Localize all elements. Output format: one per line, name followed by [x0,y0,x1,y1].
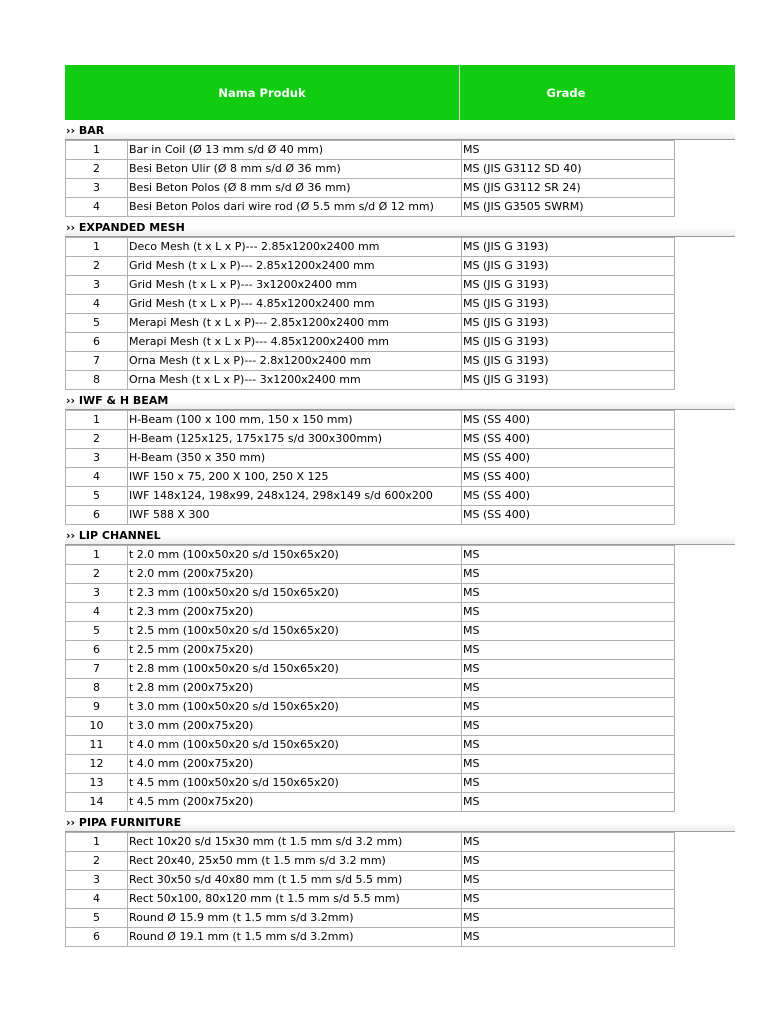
row-number: 6 [66,641,128,659]
table-row [65,332,675,351]
table-row [65,621,675,640]
row-number: 3 [66,449,128,467]
table-row [65,448,675,467]
table-row [65,735,675,754]
row-number: 3 [66,584,128,602]
product-grade: MS (JIS G3112 SD 40) [463,162,582,175]
row-number: 1 [66,833,128,851]
row-number: 3 [66,179,128,197]
table-row [65,716,675,735]
product-grade: MS [463,548,480,561]
product-name: Orna Mesh (t x L x P)--- 3x1200x2400 mm [128,371,462,389]
section-header: ›› EXPANDED MESH [65,218,735,236]
table-row [65,429,675,448]
product-name: Rect 20x40, 25x50 mm (t 1.5 mm s/d 3.2 mm) [128,852,462,870]
row-number: 1 [66,546,128,564]
table-row [65,678,675,697]
product-name: Round Ø 19.1 mm (t 1.5 mm s/d 3.2mm) [128,928,462,946]
product-name: t 4.5 mm (100x50x20 s/d 150x65x20) [128,774,462,792]
table-row [65,313,675,332]
row-number: 2 [66,565,128,583]
table-row [65,640,675,659]
row-number: 4 [66,890,128,908]
product-name: Round Ø 15.9 mm (t 1.5 mm s/d 3.2mm) [128,909,462,927]
product-name: Bar in Coil (Ø 13 mm s/d Ø 40 mm) [128,141,462,159]
product-name: Rect 50x100, 80x120 mm (t 1.5 mm s/d 5.5 mm) [128,890,462,908]
table-row [65,908,675,927]
table-row [65,140,675,159]
table-row [65,851,675,870]
row-number: 4 [66,468,128,486]
row-number: 3 [66,871,128,889]
row-number: 5 [66,909,128,927]
product-name: t 2.8 mm (200x75x20) [128,679,462,697]
table-row [65,927,675,947]
product-grade: MS (SS 400) [463,451,531,464]
product-name: Orna Mesh (t x L x P)--- 2.8x1200x2400 mm [128,352,462,370]
product-name: H-Beam (125x125, 175x175 s/d 300x300mm) [128,430,462,448]
product-grade: MS [463,700,480,713]
product-grade: MS (SS 400) [463,413,531,426]
section-header: ›› IWF & H BEAM [65,391,735,409]
product-name: t 3.0 mm (100x50x20 s/d 150x65x20) [128,698,462,716]
product-grade: MS [463,662,480,675]
product-grade: MS [463,854,480,867]
product-grade: MS (JIS G 3193) [463,354,549,367]
product-grade: MS (SS 400) [463,470,531,483]
table-row [65,275,675,294]
row-number: 9 [66,698,128,716]
table-row [65,351,675,370]
product-grade: MS [463,143,480,156]
row-number: 5 [66,622,128,640]
product-name: t 4.5 mm (200x75x20) [128,793,462,811]
product-grade: MS (SS 400) [463,489,531,502]
product-grade: MS [463,795,480,808]
table-row [65,583,675,602]
row-number: 12 [66,755,128,773]
table-row [65,256,675,275]
table-row [65,370,675,390]
product-name: Besi Beton Polos (Ø 8 mm s/d Ø 36 mm) [128,179,462,197]
product-grade: MS (JIS G 3193) [463,373,549,386]
row-number: 1 [66,238,128,256]
row-number: 6 [66,928,128,946]
product-name: t 2.8 mm (100x50x20 s/d 150x65x20) [128,660,462,678]
product-name: IWF 150 x 75, 200 X 100, 250 X 125 [128,468,462,486]
product-grade: MS [463,776,480,789]
product-name: IWF 148x124, 198x99, 248x124, 298x149 s/d 600x200 [128,487,462,505]
table-row [65,870,675,889]
table-row [65,697,675,716]
product-name: t 2.0 mm (200x75x20) [128,565,462,583]
table-row [65,792,675,812]
product-grade: MS [463,738,480,751]
product-name: Rect 30x50 s/d 40x80 mm (t 1.5 mm s/d 5.5 mm) [128,871,462,889]
product-grade: MS [463,643,480,656]
product-grade: MS [463,892,480,905]
table-row [65,197,675,217]
row-number: 7 [66,352,128,370]
product-name: t 2.0 mm (100x50x20 s/d 150x65x20) [128,546,462,564]
product-grade: MS [463,873,480,886]
table-row [65,486,675,505]
product-name: Rect 10x20 s/d 15x30 mm (t 1.5 mm s/d 3.2 mm) [128,833,462,851]
product-grade: MS (JIS G3112 SR 24) [463,181,581,194]
table-row [65,889,675,908]
row-number: 14 [66,793,128,811]
product-name: Merapi Mesh (t x L x P)--- 4.85x1200x2400 mm [128,333,462,351]
table-row [65,237,675,256]
row-number: 1 [66,411,128,429]
row-number: 3 [66,276,128,294]
row-number: 6 [66,506,128,524]
product-name: H-Beam (100 x 100 mm, 150 x 150 mm) [128,411,462,429]
row-number: 2 [66,160,128,178]
section-header: ›› BAR [65,121,735,139]
product-name: Grid Mesh (t x L x P)--- 4.85x1200x2400 mm [128,295,462,313]
row-number: 11 [66,736,128,754]
product-name: t 4.0 mm (100x50x20 s/d 150x65x20) [128,736,462,754]
product-grade: MS [463,719,480,732]
product-name: Merapi Mesh (t x L x P)--- 2.85x1200x2400 mm [128,314,462,332]
product-grade: MS (JIS G 3193) [463,316,549,329]
section-header: ›› PIPA FURNITURE [65,813,735,831]
product-grade: MS [463,681,480,694]
table-row [65,659,675,678]
product-name: t 2.3 mm (200x75x20) [128,603,462,621]
product-name: t 3.0 mm (200x75x20) [128,717,462,735]
table-row [65,410,675,429]
table-row [65,467,675,486]
product-name: t 2.3 mm (100x50x20 s/d 150x65x20) [128,584,462,602]
product-grade: MS [463,911,480,924]
product-grade: MS (JIS G 3193) [463,297,549,310]
product-name: Besi Beton Polos dari wire rod (Ø 5.5 mm s/d Ø 12 mm) [128,198,462,216]
row-number: 5 [66,487,128,505]
row-number: 8 [66,679,128,697]
product-grade: MS [463,605,480,618]
product-name: Grid Mesh (t x L x P)--- 3x1200x2400 mm [128,276,462,294]
product-grade: MS [463,567,480,580]
product-grade: MS (JIS G 3193) [463,335,549,348]
row-number: 6 [66,333,128,351]
row-number: 2 [66,852,128,870]
product-grade: MS [463,586,480,599]
product-name: IWF 588 X 300 [128,506,462,524]
row-number: 5 [66,314,128,332]
product-grade: MS [463,835,480,848]
row-number: 4 [66,198,128,216]
product-grade: MS [463,757,480,770]
table-header [65,65,735,120]
row-number: 10 [66,717,128,735]
product-name: Deco Mesh (t x L x P)--- 2.85x1200x2400 mm [128,238,462,256]
row-number: 4 [66,603,128,621]
product-name: H-Beam (350 x 350 mm) [128,449,462,467]
table-row [65,773,675,792]
table-row [65,178,675,197]
table-row [65,564,675,583]
product-name: Besi Beton Ulir (Ø 8 mm s/d Ø 36 mm) [128,160,462,178]
row-number: 13 [66,774,128,792]
product-name: t 2.5 mm (100x50x20 s/d 150x65x20) [128,622,462,640]
row-number: 8 [66,371,128,389]
table-row [65,832,675,851]
product-grade: MS [463,930,480,943]
row-number: 2 [66,257,128,275]
table-row [65,159,675,178]
product-grade: MS (JIS G 3193) [463,240,549,253]
header-nama-produk: Nama Produk [65,65,460,120]
table-row [65,754,675,773]
product-grade: MS (SS 400) [463,508,531,521]
product-name: t 2.5 mm (200x75x20) [128,641,462,659]
table-row [65,505,675,525]
product-table [65,65,735,947]
table-row [65,294,675,313]
section-header: ›› LIP CHANNEL [65,526,735,544]
product-name: t 4.0 mm (200x75x20) [128,755,462,773]
table-body [65,121,735,947]
product-grade: MS (SS 400) [463,432,531,445]
row-number: 4 [66,295,128,313]
row-number: 1 [66,141,128,159]
product-grade: MS [463,624,480,637]
product-grade: MS (JIS G3505 SWRM) [463,200,584,213]
header-grade: Grade [546,85,586,100]
product-grade: MS (JIS G 3193) [463,259,549,272]
row-number: 7 [66,660,128,678]
row-number: 2 [66,430,128,448]
table-row [65,602,675,621]
product-name: Grid Mesh (t x L x P)--- 2.85x1200x2400 mm [128,257,462,275]
table-row [65,545,675,564]
product-grade: MS (JIS G 3193) [463,278,549,291]
